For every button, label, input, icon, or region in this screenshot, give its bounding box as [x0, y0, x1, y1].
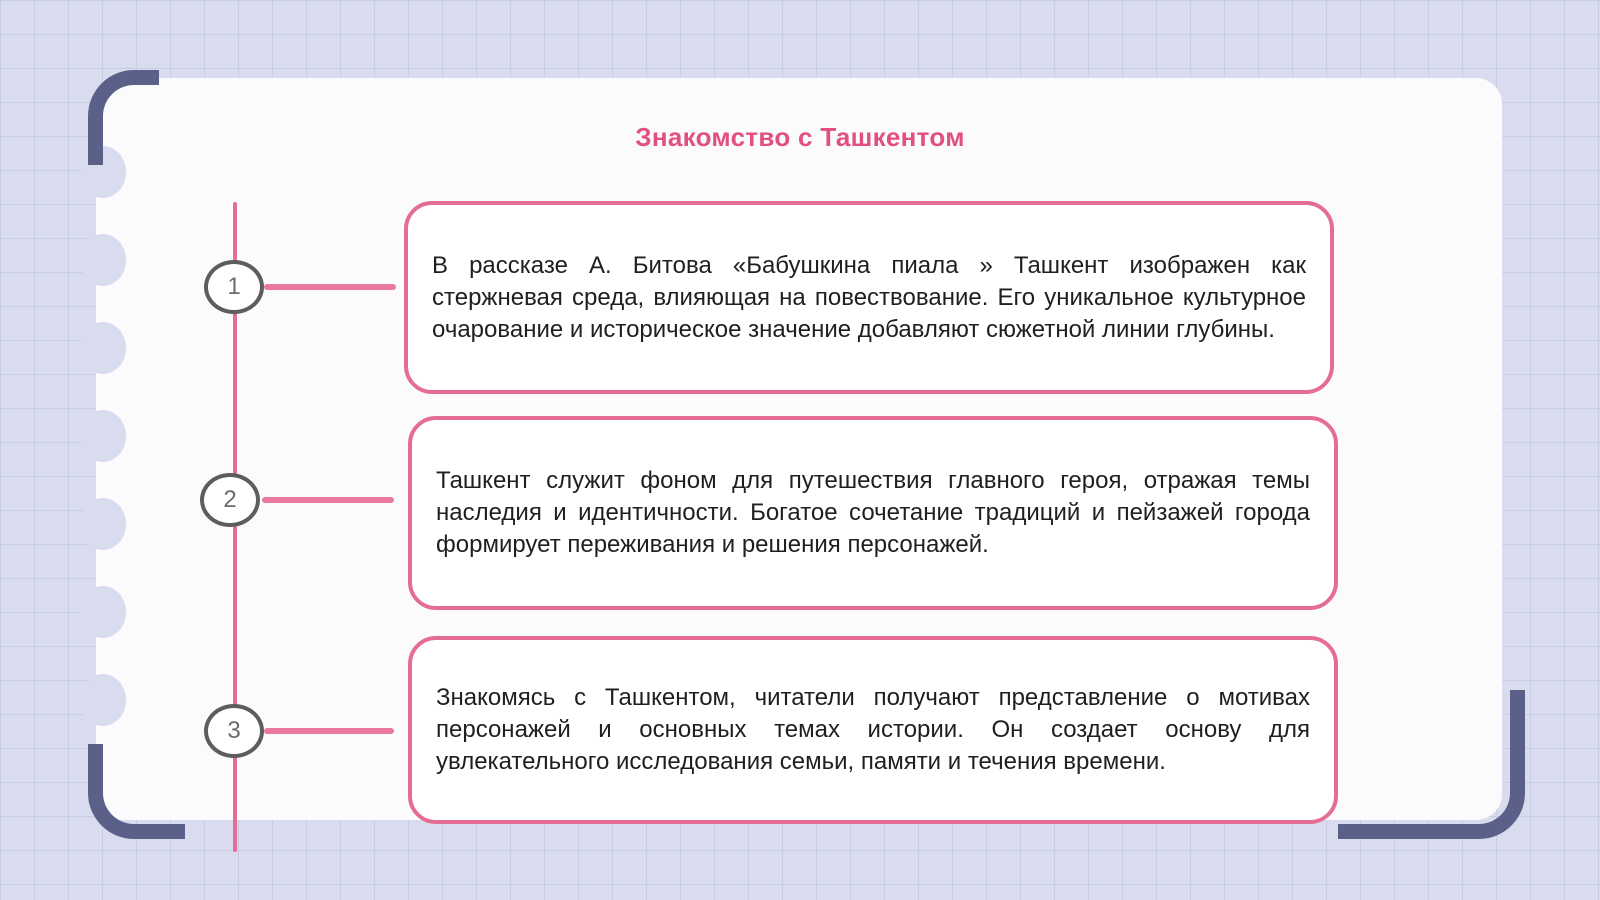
- corner-bracket-bottom-right: [1338, 690, 1525, 839]
- paper-edge-bump: [80, 322, 126, 374]
- info-card-text: В рассказе А. Битова «Бабушкина пиала » Ташкент изображен как стержневая среда, влияющая на повествование. Его уникальное культурное очарование и историческое значение добавляют сюжетной линии глубины.: [432, 251, 1306, 343]
- step-number-1: 1: [204, 260, 264, 314]
- timeline-connector-2: [262, 497, 394, 503]
- corner-bracket-bottom-left: [88, 744, 185, 839]
- slide-title: Знакомство с Ташкентом: [635, 122, 965, 152]
- info-card-text: Ташкент служит фоном для путешествия главного героя, отражая темы наследия и идентичности. Богатое сочетание традиций и пейзажей города формирует переживания и решения персонажей.: [436, 467, 1310, 558]
- step-number-3: 3: [204, 704, 264, 758]
- timeline-connector-1: [264, 284, 396, 290]
- timeline-connector-3: [264, 728, 394, 734]
- info-card-3: [408, 636, 1338, 824]
- paper-edge-bump: [80, 234, 126, 286]
- paper-edge-bump: [80, 410, 126, 462]
- info-card-2: [408, 416, 1338, 610]
- info-card-text: Знакомясь с Ташкентом, читатели получают представление о мотивах персонажей и основных темах истории. Он создает основу для увлекательного исследования семьи, памяти и течения времени.: [436, 684, 1310, 775]
- info-card-1: [404, 201, 1334, 394]
- paper-edge-bump: [80, 586, 126, 638]
- step-number-2: 2: [200, 473, 260, 527]
- paper-edge-bump: [80, 674, 126, 726]
- paper-edge-bump: [80, 498, 126, 550]
